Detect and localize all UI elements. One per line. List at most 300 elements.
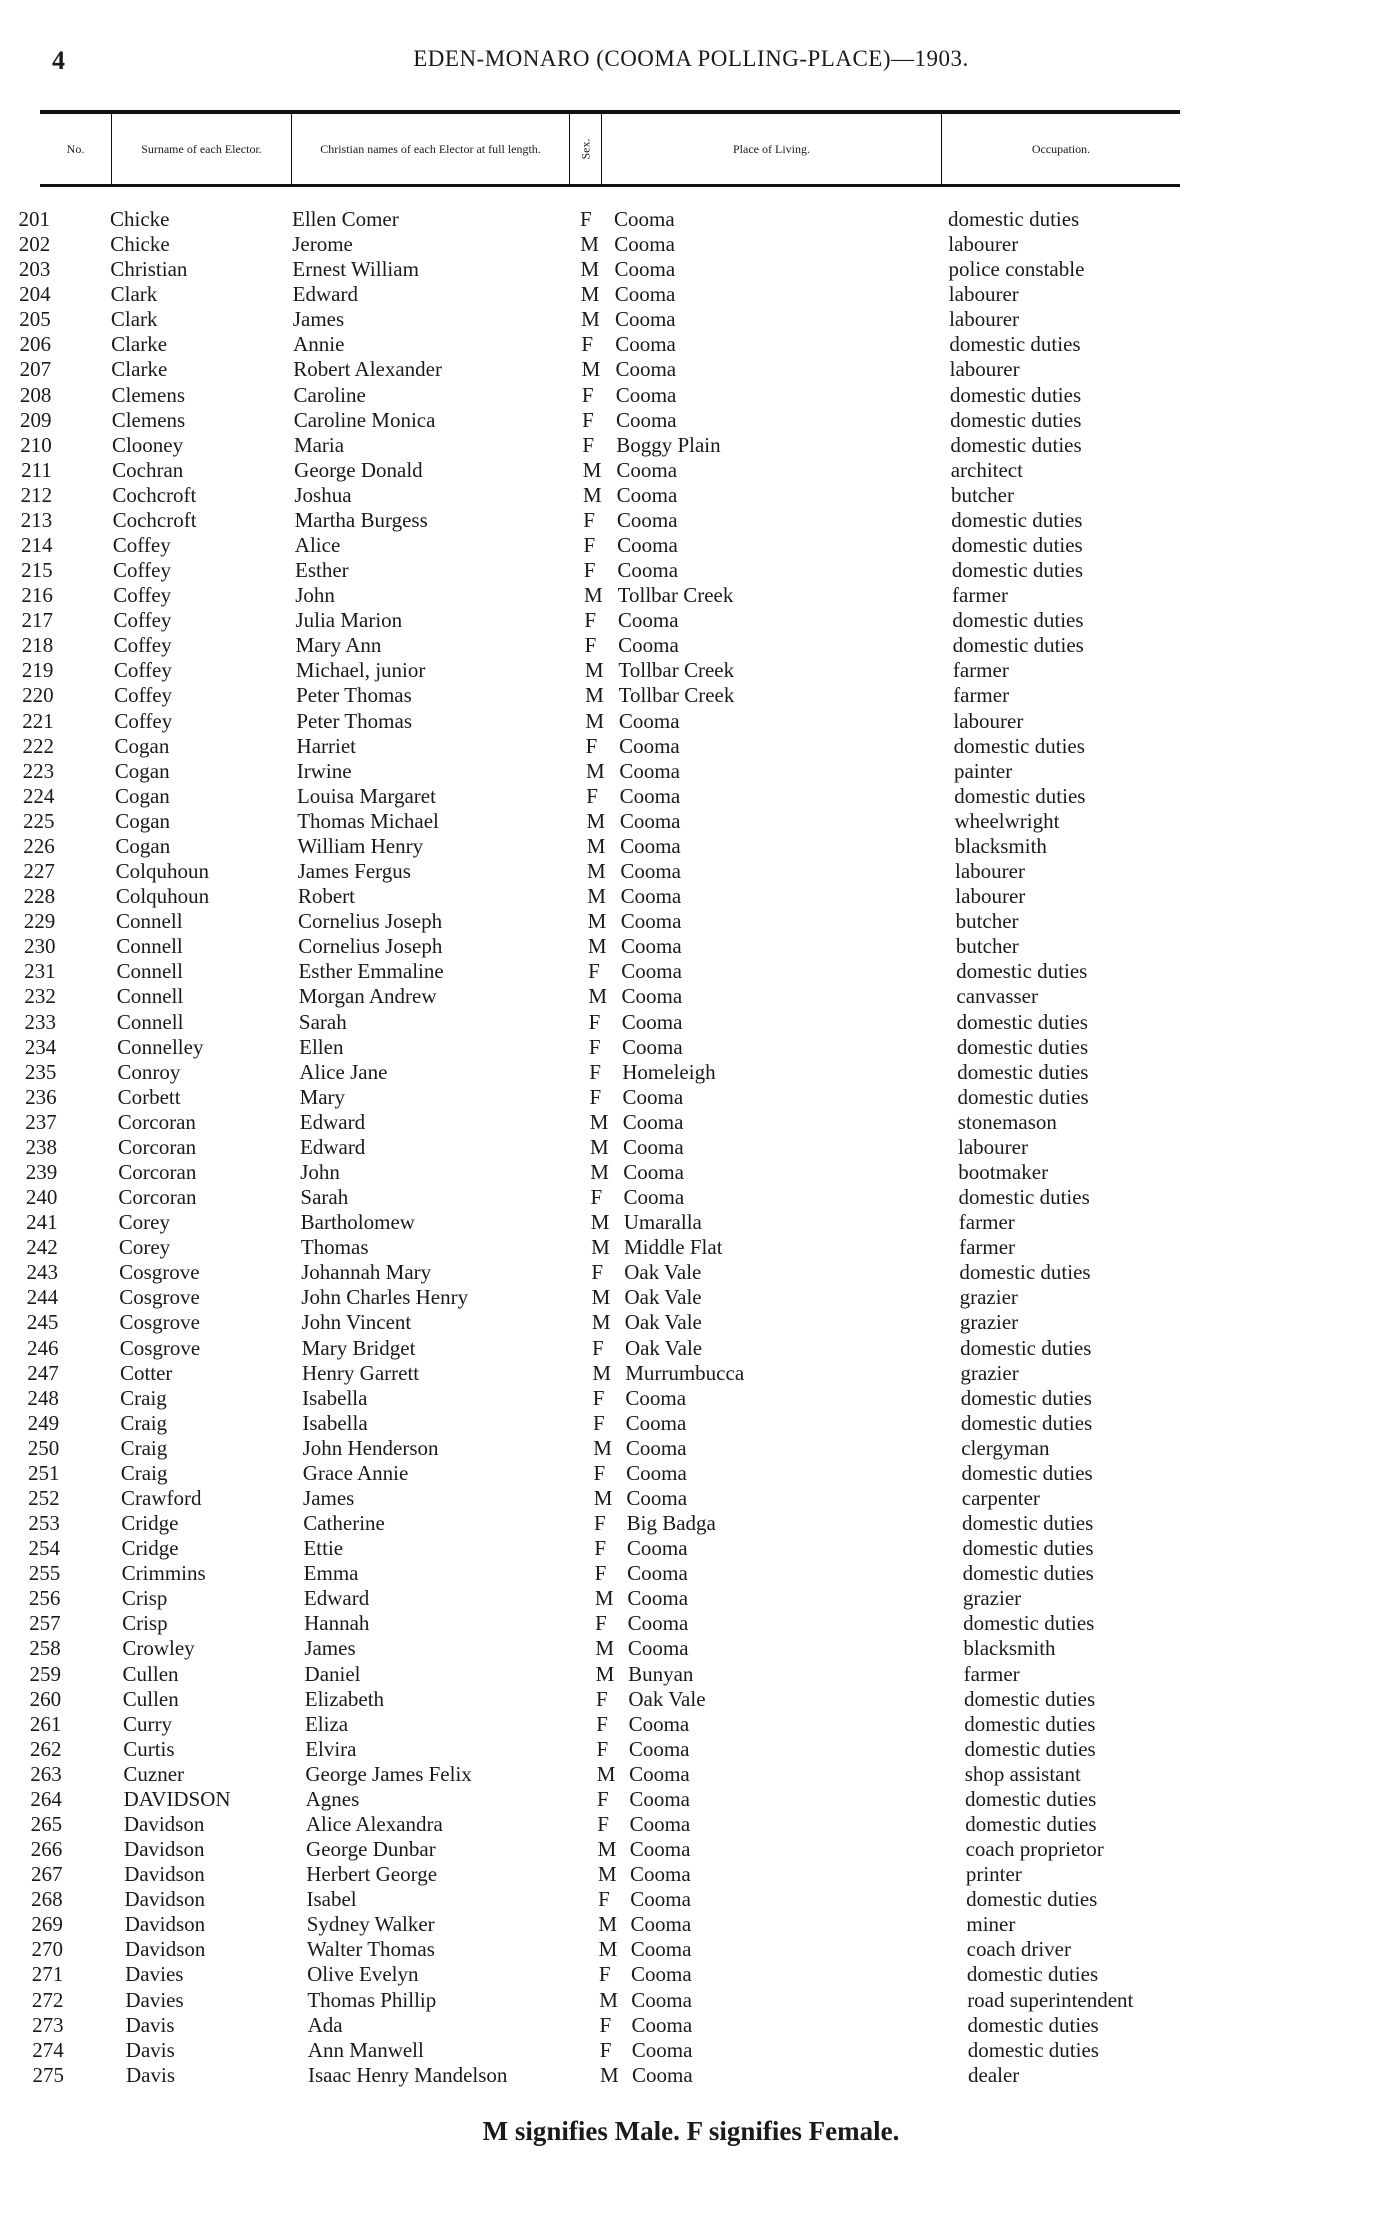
cell-surname: Davidson [124, 1937, 206, 1962]
cell-surname: Cullen [122, 1686, 179, 1711]
table-row [0, 207, 1382, 232]
cell-occupation: labourer [948, 232, 1019, 257]
cell-no: 209 [20, 407, 52, 432]
cell-christian-names: Edward [292, 282, 358, 307]
cell-christian-names: James [292, 307, 345, 332]
cell-place: Cooma [614, 282, 676, 307]
cell-occupation: domestic duties [948, 207, 1080, 231]
table-row [0, 1060, 1382, 1085]
table-row [0, 1887, 1382, 1912]
cell-occupation: domestic duties [966, 1887, 1098, 1912]
cell-no: 268 [31, 1887, 63, 1912]
cell-sex: M [587, 859, 606, 884]
cell-sex: M [593, 1435, 612, 1460]
cell-occupation: domestic duties [960, 1410, 1093, 1435]
cell-surname: Cosgrove [119, 1310, 200, 1335]
cell-no: 219 [21, 658, 54, 683]
cell-place: Cooma [627, 1611, 689, 1636]
cell-place: Cooma [630, 1937, 692, 1962]
cell-christian-names: Hannah [304, 1611, 370, 1636]
table-row [0, 1511, 1382, 1536]
cell-place: Cooma [620, 833, 681, 858]
cell-place: Cooma [616, 507, 678, 532]
cell-place: Cooma [629, 1786, 690, 1811]
cell-surname: Davidson [124, 1862, 205, 1887]
cell-christian-names: Martha Burgess [294, 507, 428, 532]
cell-sex: F [597, 1786, 609, 1811]
cell-surname: Cosgrove [119, 1260, 200, 1285]
cell-christian-names: Sarah [300, 1185, 349, 1210]
cell-occupation: architect [950, 457, 1023, 482]
cell-christian-names: Jerome [292, 232, 353, 257]
cell-place: Cooma [625, 1410, 687, 1435]
table-row [0, 408, 1382, 433]
table-row [0, 1586, 1382, 1611]
cell-christian-names: Elizabeth [304, 1686, 385, 1711]
cell-surname: Connell [116, 1009, 184, 1034]
table-row [0, 1636, 1382, 1661]
cell-no: 223 [22, 758, 55, 783]
cell-christian-names: Walter Thomas [306, 1937, 435, 1962]
cell-no: 227 [23, 859, 55, 884]
cell-no: 201 [18, 207, 50, 231]
cell-surname: Conroy [117, 1059, 181, 1084]
cell-occupation: butcher [955, 909, 1019, 934]
cell-occupation: domestic duties [967, 2012, 1099, 2037]
cell-sex: M [594, 1586, 614, 1611]
cell-sex: F [584, 608, 596, 633]
cell-no: 217 [21, 608, 54, 633]
table-row [0, 934, 1382, 959]
table-row [0, 2038, 1382, 2063]
table-row [0, 959, 1382, 984]
cell-surname: Clarke [111, 357, 168, 382]
cell-place: Cooma [614, 207, 675, 231]
cell-sex: F [591, 1260, 604, 1285]
cell-place: Cooma [614, 257, 676, 282]
cell-no: 235 [24, 1059, 57, 1084]
cell-place: Cooma [617, 558, 679, 583]
cell-occupation: domestic duties [963, 1686, 1096, 1711]
cell-sex: F [589, 1084, 602, 1109]
cell-no: 208 [19, 382, 52, 407]
cell-place: Cooma [631, 2037, 693, 2062]
cell-surname: Crisp [121, 1586, 168, 1611]
cell-surname: Corcoran [118, 1159, 197, 1184]
cell-christian-names: Thomas Michael [297, 808, 439, 833]
table-row [0, 357, 1382, 382]
cell-place: Cooma [618, 633, 679, 658]
cell-surname: Craig [120, 1410, 168, 1435]
cell-occupation: domestic duties [962, 1536, 1094, 1561]
cell-occupation: labourer [948, 282, 1019, 307]
cell-occupation: domestic duties [961, 1460, 1093, 1485]
cell-place: Cooma [628, 1736, 690, 1761]
cell-christian-names: John [300, 1159, 340, 1184]
table-row [0, 759, 1382, 784]
cell-no: 231 [24, 959, 56, 984]
cell-place: Cooma [631, 2012, 693, 2037]
table-row [0, 1536, 1382, 1561]
cell-occupation: farmer [952, 658, 1009, 683]
cell-place: Cooma [631, 1987, 692, 2012]
cell-christian-names: George Donald [294, 457, 423, 482]
cell-christian-names: Edward [299, 1109, 366, 1134]
cell-sex: F [598, 1887, 610, 1912]
cell-no: 213 [20, 507, 53, 532]
cell-surname: Corcoran [117, 1109, 196, 1134]
cell-surname: Christian [110, 257, 188, 282]
cell-surname: Coffey [113, 658, 172, 683]
cell-sex: M [598, 1937, 618, 1962]
cell-sex: M [582, 482, 602, 507]
cell-place: Tollbar Creek [618, 683, 735, 708]
cell-sex: F [592, 1335, 604, 1360]
cell-sex: M [589, 1109, 609, 1134]
cell-sex: M [598, 1912, 618, 1937]
cell-occupation: farmer [963, 1661, 1020, 1686]
table-row [0, 1160, 1382, 1185]
cell-no: 205 [19, 307, 51, 332]
cell-place: Cooma [621, 959, 682, 984]
table-row [0, 433, 1382, 458]
page-title: EDEN-MONARO (COOMA POLLING-PLACE)—1903. [413, 46, 969, 71]
table-row [0, 1837, 1382, 1862]
cell-occupation: labourer [955, 859, 1025, 884]
cell-surname: Colquhoun [115, 884, 210, 909]
cell-christian-names: James Fergus [297, 859, 411, 884]
cell-christian-names: Caroline [293, 382, 366, 407]
table-row [0, 1912, 1382, 1937]
table-row [0, 1260, 1382, 1285]
cell-sex: M [587, 884, 606, 909]
cell-sex: M [581, 307, 600, 332]
cell-christian-names: Harriet [296, 733, 356, 758]
cell-occupation: domestic duties [956, 1034, 1089, 1059]
table-row [0, 307, 1382, 332]
cell-christian-names: Morgan Andrew [298, 984, 437, 1009]
cell-christian-names: George James Felix [305, 1761, 472, 1786]
cell-christian-names: Julia Marion [295, 608, 403, 633]
cell-surname: Corbett [117, 1084, 181, 1109]
table-row [0, 784, 1382, 809]
cell-no: 252 [28, 1485, 60, 1510]
cell-sex: F [596, 1736, 609, 1761]
cell-no: 263 [30, 1761, 62, 1786]
cell-sex: F [583, 558, 596, 583]
cell-sex: M [588, 984, 608, 1009]
cell-sex: M [591, 1310, 611, 1335]
cell-place: Cooma [615, 357, 677, 382]
cell-sex: F [594, 1511, 606, 1536]
cell-occupation: wheelwright [954, 808, 1060, 833]
table-row [0, 1361, 1382, 1386]
cell-no: 226 [23, 833, 55, 858]
cell-surname: Corey [118, 1235, 171, 1260]
cell-surname: Davidson [123, 1812, 205, 1836]
cell-sex: F [583, 533, 596, 558]
cell-surname: Chicke [110, 207, 170, 231]
cell-surname: Colquhoun [115, 859, 209, 884]
cell-sex: M [591, 1235, 610, 1260]
table-row [0, 1561, 1382, 1586]
cell-no: 203 [18, 257, 51, 282]
cell-occupation: blacksmith [963, 1636, 1056, 1661]
cell-sex: M [586, 808, 606, 833]
cell-no: 215 [21, 558, 53, 583]
cell-place: Cooma [631, 1962, 692, 1987]
cell-sex: M [590, 1159, 609, 1184]
column-header-surname: Surname of each Elector. [112, 114, 292, 184]
cell-no: 274 [32, 2037, 64, 2062]
cell-occupation: labourer [949, 357, 1020, 382]
cell-occupation: butcher [955, 934, 1019, 959]
cell-surname: Cuzner [123, 1761, 185, 1786]
cell-surname: Cridge [121, 1511, 179, 1536]
cell-sex: F [588, 1034, 601, 1059]
cell-no: 249 [27, 1410, 60, 1435]
cell-christian-names: Robert Alexander [293, 357, 442, 382]
table-row [0, 1436, 1382, 1461]
table-row [0, 1662, 1382, 1687]
cell-christian-names: Mary Ann [295, 633, 382, 658]
cell-sex: M [599, 1987, 618, 2012]
cell-christian-names: Grace Annie [302, 1460, 409, 1485]
cell-occupation: domestic duties [960, 1335, 1092, 1360]
cell-no: 256 [28, 1586, 61, 1611]
cell-surname: Cogan [115, 808, 171, 833]
cell-christian-names: John Vincent [301, 1310, 412, 1335]
cell-christian-names: Catherine [303, 1511, 385, 1536]
cell-place: Cooma [615, 382, 677, 407]
cell-sex: F [594, 1536, 606, 1561]
cell-no: 238 [25, 1134, 57, 1159]
cell-occupation: road superintendent [967, 1987, 1134, 2012]
table-row [0, 1336, 1382, 1361]
cell-place: Tollbar Creek [617, 583, 734, 608]
table-row [0, 1787, 1382, 1812]
cell-christian-names: Bartholomew [300, 1210, 415, 1235]
table-row [0, 1862, 1382, 1887]
table-row [0, 683, 1382, 708]
cell-occupation: grazier [959, 1285, 1018, 1310]
cell-surname: Cogan [115, 833, 171, 858]
cell-occupation: domestic duties [951, 507, 1083, 532]
cell-no: 224 [22, 783, 55, 808]
cell-place: Cooma [627, 1561, 688, 1586]
cell-christian-names: Isaac Henry Mandelson [308, 2062, 508, 2087]
cell-christian-names: Isabella [302, 1385, 368, 1410]
cell-christian-names: Elvira [305, 1736, 357, 1761]
cell-christian-names: John Henderson [302, 1435, 439, 1460]
cell-surname: Davies [125, 1987, 184, 2012]
cell-surname: Chicke [110, 232, 170, 257]
cell-surname: Crawford [121, 1485, 202, 1510]
cell-sex: F [593, 1460, 606, 1485]
table-row [0, 658, 1382, 683]
cell-surname: Davis [125, 2037, 175, 2062]
cell-sex: F [581, 382, 594, 407]
cell-sex: F [585, 733, 598, 758]
cell-occupation: domestic duties [964, 1736, 1096, 1761]
cell-no: 260 [29, 1686, 62, 1711]
cell-place: Cooma [628, 1711, 690, 1736]
cell-christian-names: Alice Jane [299, 1059, 388, 1084]
cell-no: 258 [29, 1636, 61, 1661]
table-row [0, 734, 1382, 759]
cell-no: 269 [31, 1912, 63, 1937]
cell-surname: Coffey [114, 708, 173, 733]
cell-place: Cooma [630, 1862, 691, 1887]
cell-christian-names: Edward [303, 1586, 370, 1611]
table-row [0, 834, 1382, 859]
cell-surname: Curry [122, 1711, 172, 1736]
cell-no: 243 [26, 1260, 58, 1285]
cell-occupation: domestic duties [959, 1260, 1091, 1285]
cell-surname: DAVIDSON [123, 1786, 231, 1811]
cell-sex: M [590, 1210, 610, 1235]
cell-no: 240 [25, 1185, 58, 1210]
cell-christian-names: Thomas Phillip [307, 1987, 437, 2012]
cell-no: 237 [25, 1109, 57, 1134]
table-row [0, 1010, 1382, 1035]
cell-surname: Clooney [111, 432, 184, 457]
cell-surname: Davidson [124, 1837, 205, 1862]
cell-occupation: domestic duties [960, 1385, 1092, 1410]
cell-sex: F [595, 1611, 607, 1636]
cell-christian-names: Emma [303, 1561, 359, 1586]
cell-sex: M [591, 1285, 611, 1310]
cell-surname: Crimmins [121, 1561, 206, 1586]
cell-no: 275 [32, 2062, 64, 2087]
cell-sex: M [582, 457, 602, 482]
cell-occupation: police constable [948, 257, 1085, 282]
table-row [0, 1285, 1382, 1310]
cell-surname: Connell [116, 909, 183, 934]
cell-sex: M [595, 1636, 615, 1661]
cell-no: 210 [20, 432, 52, 457]
cell-occupation: grazier [962, 1586, 1022, 1611]
cell-no: 230 [23, 934, 56, 959]
cell-surname: Connelley [117, 1034, 204, 1059]
cell-place: Homeleigh [622, 1059, 716, 1084]
column-header-sex [570, 114, 602, 184]
cell-no: 229 [23, 909, 56, 934]
elector-list [0, 207, 1382, 2088]
table-row [0, 1712, 1382, 1737]
cell-no: 222 [22, 733, 54, 758]
table-row [0, 483, 1382, 508]
cell-christian-names: Ada [307, 2012, 343, 2037]
cell-no: 264 [30, 1786, 62, 1811]
cell-occupation: farmer [952, 583, 1009, 608]
cell-surname: Crisp [122, 1611, 168, 1636]
cell-no: 206 [19, 332, 51, 357]
cell-occupation: butcher [950, 482, 1014, 507]
cell-occupation: shop assistant [964, 1761, 1081, 1786]
table-row [0, 2063, 1382, 2088]
table-row [0, 709, 1382, 734]
cell-sex: F [597, 1812, 609, 1836]
cell-surname: Cochcroft [112, 482, 197, 507]
cell-no: 270 [31, 1937, 64, 1962]
cell-place: Cooma [629, 1761, 690, 1786]
cell-surname: Clarke [111, 332, 168, 357]
cell-no: 239 [25, 1159, 58, 1184]
cell-sex: M [585, 683, 604, 708]
cell-sex: M [596, 1761, 616, 1786]
cell-surname: Craig [120, 1385, 167, 1410]
cell-sex: M [585, 708, 605, 733]
table-row [0, 232, 1382, 257]
cell-occupation: miner [966, 1912, 1016, 1937]
cell-place: Cooma [620, 859, 681, 884]
cell-place: Cooma [629, 1837, 691, 1862]
cell-sex: M [592, 1360, 612, 1385]
table-row [0, 1035, 1382, 1060]
cell-place: Cooma [616, 482, 678, 507]
column-header-christian-names: Christian names of each Elector at full length. [292, 114, 570, 184]
cell-surname: Davis [126, 2062, 175, 2087]
cell-sex: M [597, 1862, 617, 1887]
cell-occupation: domestic duties [965, 1812, 1097, 1836]
cell-occupation: domestic duties [956, 959, 1088, 984]
cell-occupation: domestic duties [949, 332, 1081, 357]
cell-place: Cooma [619, 733, 680, 758]
cell-sex: M [587, 909, 607, 934]
cell-surname: Clark [110, 282, 158, 307]
cell-surname: Cotter [119, 1360, 173, 1385]
cell-place: Cooma [630, 1912, 692, 1937]
cell-surname: Cochran [112, 457, 184, 482]
cell-sex: F [588, 1009, 601, 1034]
cell-occupation: domestic duties [962, 1511, 1094, 1536]
cell-occupation: domestic duties [951, 558, 1084, 583]
cell-no: 225 [23, 808, 55, 833]
cell-christian-names: Ellen [299, 1034, 344, 1059]
cell-christian-names: John [295, 583, 335, 608]
cell-christian-names: Ellen Comer [292, 207, 399, 231]
table-row [0, 558, 1382, 583]
cell-sex: M [580, 282, 600, 307]
cell-place: Umaralla [623, 1210, 702, 1235]
cell-christian-names: Alice Alexandra [305, 1812, 443, 1836]
cell-sex: F [581, 332, 594, 357]
cell-place: Middle Flat [623, 1235, 723, 1260]
cell-christian-names: Cornelius Joseph [298, 909, 443, 934]
cell-no: 214 [20, 533, 53, 558]
cell-occupation: domestic duties [950, 432, 1082, 457]
cell-surname: Cosgrove [119, 1285, 200, 1310]
cell-no: 261 [29, 1711, 62, 1736]
cell-occupation: blacksmith [954, 833, 1047, 858]
cell-surname: Davies [125, 1962, 184, 1987]
cell-christian-names: John Charles Henry [301, 1285, 469, 1310]
cell-surname: Davidson [124, 1912, 206, 1937]
cell-place: Cooma [625, 1435, 687, 1460]
cell-no: 221 [22, 708, 54, 733]
cell-place: Cooma [615, 407, 677, 432]
table-row [0, 583, 1382, 608]
cell-place: Cooma [622, 1034, 683, 1059]
cell-christian-names: Agnes [305, 1786, 360, 1811]
cell-sex: F [592, 1410, 605, 1435]
cell-no: 244 [26, 1285, 59, 1310]
cell-occupation: printer [965, 1862, 1022, 1887]
cell-occupation: bootmaker [958, 1159, 1049, 1184]
table-header [40, 110, 1180, 187]
table-row [0, 1110, 1382, 1135]
